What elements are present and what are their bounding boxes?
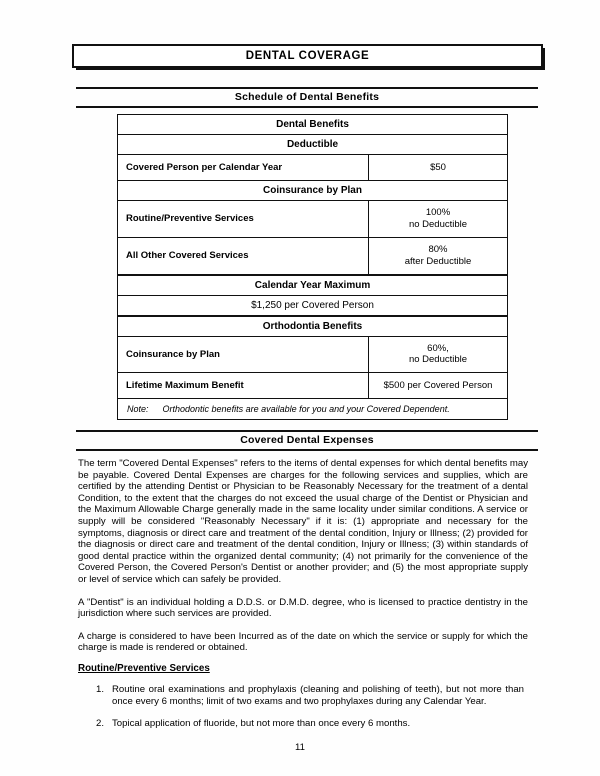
list-item bbox=[78, 718, 528, 730]
list-item-text: Routine oral examinations and prophylaxis (cleaning and polishing of teeth), but not more than once every 6 months; limit of two exams and two prophylaxes during any Calendar Year. bbox=[112, 684, 524, 707]
table-row-ortho-coinsurance bbox=[118, 337, 507, 374]
ortho-lifetime-value: $500 per Covered Person bbox=[383, 379, 493, 391]
table-row-deductible-item bbox=[118, 155, 507, 181]
table-row-ortho-lifetime-maximum bbox=[118, 373, 507, 399]
page-title-banner bbox=[72, 44, 545, 70]
covered-dental-expenses-label: Covered Dental Expenses bbox=[240, 434, 374, 446]
all-other-covered-value bbox=[369, 238, 507, 274]
table-row-title bbox=[118, 115, 507, 135]
schedule-section-heading bbox=[76, 87, 538, 108]
page-number: 11 bbox=[295, 742, 305, 753]
calendar-year-maximum-header-cell: Calendar Year Maximum bbox=[254, 279, 371, 291]
deductible-header-cell: Deductible bbox=[286, 139, 339, 150]
covered-heading-rule-bottom bbox=[76, 449, 538, 451]
paragraph-charge-incurred: A charge is considered to have been Incurred as of the date on which the service or supply for which the charge is made is rendered or obtained. bbox=[78, 630, 528, 654]
orthodontia-header-cell: Orthodontia Benefits bbox=[262, 320, 363, 332]
table-row-deductible-header bbox=[118, 135, 507, 155]
routine-preventive-label: Routine/Preventive Services bbox=[118, 201, 369, 237]
other-value-percent: 80% bbox=[428, 243, 448, 255]
table-row-calendar-year-maximum-value bbox=[118, 296, 507, 317]
deductible-item-label: Covered Person per Calendar Year bbox=[118, 155, 369, 180]
list-item-number: 1. bbox=[96, 684, 105, 695]
list-item-text: Topical application of fluoride, but not more than once every 6 months. bbox=[112, 718, 411, 730]
list-item bbox=[78, 684, 528, 707]
ortho-coinsurance-label: Coinsurance by Plan bbox=[118, 337, 369, 373]
other-value-deductible-note: after Deductible bbox=[404, 255, 472, 267]
routine-value-percent: 100% bbox=[425, 207, 451, 218]
ortho-coins-percent: 60%, bbox=[427, 342, 449, 354]
covered-dental-expenses-heading bbox=[76, 430, 538, 451]
table-row-all-other-covered bbox=[118, 238, 507, 276]
schedule-of-dental-benefits-table bbox=[117, 114, 508, 420]
routine-preventive-services-list bbox=[78, 684, 528, 730]
heading-rule-bottom bbox=[76, 106, 538, 108]
page-title: DENTAL COVERAGE bbox=[245, 50, 370, 62]
all-other-covered-label: All Other Covered Services bbox=[118, 238, 369, 274]
schedule-heading-label: Schedule of Dental Benefits bbox=[234, 91, 380, 103]
paragraph-covered-dental-expenses-definition: The term "Covered Dental Expenses" refers to the items of dental expenses for which dental benefits may be payable. Covered Dental Expenses are charges for the following services and supplies, which are certified by the attending Dentist or Physician to be Reasonably Necessary for the treatment of a dental Condition, to the extent that the charges do not exceed the usual charge of the Dentist or Physician and the Maximum Allowable Charge generally made in the same locality under similar conditions. A service or supply will be considered "Reasonably Necessary" if it is: (1) appropriate and necessary for the symptoms, diagnosis or direct care and treatment of the dental condition, Injury or Illness; (2) provided for the diagnosis or direct care and treatment of the dental condition, Injury or Illness; (3) within standards of good dental practice within the organized dental community; (4) not primarily for the convenience of the Covered Person, the Covered Person's Dentist or another provider; and (5) the most appropriate supply or level of service which can safely be provided. bbox=[78, 458, 528, 585]
deductible-item-value: $50 bbox=[430, 161, 446, 173]
routine-preventive-services-heading: Routine/Preventive Services bbox=[78, 663, 210, 674]
coinsurance-header-cell: Coinsurance by Plan bbox=[263, 185, 362, 196]
ortho-coinsurance-value bbox=[369, 337, 507, 373]
note-text: Orthodontic benefits are available for you and your Covered Dependent. bbox=[162, 404, 450, 415]
ortho-coins-deductible-note: no Deductible bbox=[408, 354, 468, 366]
calendar-year-maximum-value-cell: $1,250 per Covered Person bbox=[251, 299, 374, 311]
table-title-cell: Dental Benefits bbox=[276, 119, 349, 130]
routine-value-deductible-note: no Deductible bbox=[408, 218, 468, 230]
paragraph-dentist-definition: A "Dentist" is an individual holding a D.D.S. or D.M.D. degree, who is licensed to practice dentistry in the jurisdiction where such services are provided. bbox=[78, 596, 528, 620]
table-row-note bbox=[118, 399, 507, 419]
routine-preventive-value bbox=[369, 201, 507, 237]
list-item-number: 2. bbox=[96, 718, 105, 730]
table-row-orthodontia-header bbox=[118, 317, 507, 337]
table-row-coinsurance-header bbox=[118, 181, 507, 201]
note-keyword: Note: bbox=[127, 404, 149, 415]
table-note bbox=[118, 399, 456, 419]
table-row-routine-preventive bbox=[118, 201, 507, 238]
table-row-calendar-year-maximum-header bbox=[118, 276, 507, 296]
covered-dental-expenses-body bbox=[78, 458, 528, 654]
banner-box bbox=[72, 44, 543, 68]
ortho-lifetime-label: Lifetime Maximum Benefit bbox=[118, 373, 369, 398]
